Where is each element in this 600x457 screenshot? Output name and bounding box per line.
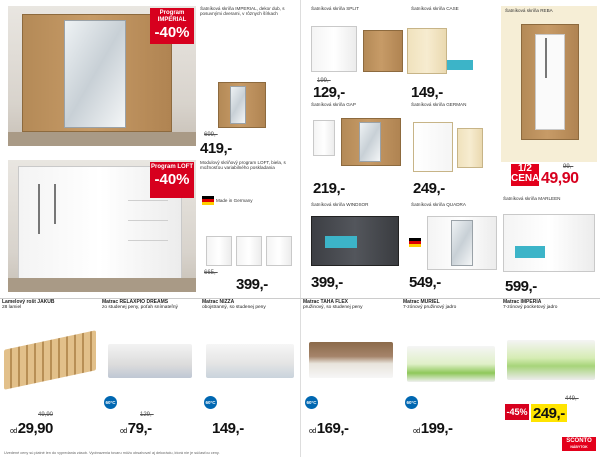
discount-label: -45% [506, 407, 528, 417]
loft-module-3 [266, 236, 292, 266]
loft-module-2 [236, 236, 262, 266]
quadra-name: Šatníková skriňa QUADRA [411, 202, 466, 207]
wash-temperature-badge: 60°C [405, 396, 418, 409]
case-price: 149,- [411, 84, 443, 101]
half-price-label: 1/2 CENA [511, 163, 540, 184]
marleen-price: 599,- [505, 278, 537, 295]
promo-label: Program LOFT [150, 164, 193, 170]
gap-name: Šatníková skriňa GAP [311, 102, 356, 107]
brand-name: SCONTO [566, 438, 592, 444]
loft-price: 399,- [236, 276, 268, 293]
marleen-name: Šatníková skriňa MARLEEN [503, 196, 561, 201]
imperial-promo-badge [150, 8, 194, 44]
variant-badge [325, 236, 357, 248]
mattress-sub: zo studenej peny, poťah snímateľný [102, 305, 178, 311]
germany-flag-icon [202, 196, 214, 205]
half-price-badge [511, 164, 539, 186]
windsor-price: 399,- [311, 274, 343, 291]
reba-strike: 99,- [563, 164, 574, 170]
case-wardrobe-image [407, 28, 447, 74]
windsor-name: Šatníková skriňa WINDSOR [311, 202, 369, 207]
mattress-sub: obojstranný, so studenej peny [202, 305, 266, 311]
quadra-price: 549,- [409, 274, 441, 291]
mattress-price: od79,- [120, 420, 152, 437]
german-pine-image [457, 128, 483, 168]
mattress-strike: 129,- [140, 412, 154, 418]
mattress-title: Matrac MURIEL [403, 299, 440, 305]
german-price: 249,- [413, 180, 445, 197]
mattress-sub: 7-zónový pružinový jadro [403, 305, 457, 311]
mattress-discount-badge [505, 404, 529, 420]
sconto-logo [562, 437, 596, 451]
mattress-cell-1 [0, 300, 100, 440]
mattress-cell-5 [401, 300, 501, 440]
germany-flag-icon [409, 238, 421, 247]
mattress-cell-3 [200, 300, 300, 440]
left-footer: Uvedené ceny sú platné len do vypredania zásob. Vyobrazenia tovaru môžu obsahovať aj dekoráciu, ktorá nie je súčasťou ceny. [4, 450, 220, 455]
wash-temperature-badge: 60°C [104, 396, 117, 409]
split-strike: 199,- [317, 78, 331, 84]
wash-temperature-badge: 60°C [305, 396, 318, 409]
section-divider [0, 298, 600, 299]
reba-name: Šatníková skriňa REBA [505, 8, 553, 13]
promo-label: Program IMPERIAL [157, 10, 187, 23]
mattress-title: Matrac TAHA FLEX [303, 299, 349, 305]
german-wardrobe-image [413, 122, 453, 172]
mattress-price: od169,- [309, 420, 349, 437]
gap-price: 219,- [313, 180, 345, 197]
mattress-image [309, 342, 393, 378]
reba-price: 49,90 [541, 170, 579, 187]
gap-narrow-image [313, 120, 335, 156]
variant-badge [515, 246, 545, 258]
reba-photo [501, 6, 597, 162]
mattress-price: 249,- [533, 405, 565, 422]
mattress-image [507, 340, 595, 380]
mattress-image [108, 344, 192, 378]
quadra-mirror [451, 220, 473, 266]
mattress-title: Matrac NIZZA [202, 299, 235, 305]
brand-sub: NÁBYTOK [570, 445, 588, 449]
discount-label: -40% [154, 24, 190, 41]
imperial-description [200, 6, 292, 17]
loft-description [200, 160, 292, 171]
split-price: 129,- [313, 84, 345, 101]
mattress-cell-4 [301, 300, 401, 440]
mattress-sub: pružinový, so studenej peny [303, 305, 363, 311]
loft-text: Modulový skriňový program LOFT, biela, s možnosťou variabilného poskladania [200, 160, 286, 171]
mattress-strike: 49,90 [38, 412, 54, 418]
loft-module-1 [206, 236, 232, 266]
made-in-label: Made in Germany [216, 198, 253, 203]
mattress-cell-2 [100, 300, 200, 440]
imperial-price: 419,- [200, 140, 232, 157]
loft-strike-price: 665,- [204, 270, 218, 276]
mattress-strike: 449,- [565, 396, 579, 402]
mirror-door [64, 20, 126, 128]
gap-mirror [359, 122, 381, 162]
german-name: Šatníková skriňa GERMAN [411, 102, 467, 107]
split-wardrobe-image [311, 26, 357, 72]
slatted-base-image [4, 330, 96, 390]
wash-temperature-badge: 60°C [204, 396, 217, 409]
imperial-text: Šatníková skriňa IMPERIAL, dekor dub, s posuvnými dverami, v rôznych šírkach [200, 6, 285, 17]
marleen-wardrobe-image [503, 214, 595, 272]
reba-interior [535, 34, 565, 130]
mattress-image [206, 344, 294, 378]
split-name: Šatníková skriňa SPLIT [311, 6, 360, 11]
mattress-price: 149,- [212, 420, 244, 437]
variant-badge [447, 60, 473, 70]
mattress-cell-6 [501, 300, 600, 440]
mattress-title: Matrac IMPERIA [503, 299, 542, 305]
mattress-title: Lamelový rošt JAKUB [2, 299, 55, 305]
loft-promo-badge [150, 162, 194, 198]
mattress-price: od29,90 [10, 420, 53, 437]
split-oak-image [363, 30, 403, 72]
imperial-variant-mirror [230, 86, 246, 124]
imperial-strike-price: 699,- [204, 132, 218, 138]
mattress-image [407, 346, 495, 382]
right-page [300, 0, 600, 457]
case-name: Šatníková skriňa CASE [411, 6, 459, 11]
mattress-price: od199,- [413, 420, 453, 437]
mattress-title: Matrac RELAXPIO DREAMS [102, 299, 169, 305]
mattress-sub: 28 lamiel [2, 305, 22, 311]
discount-label: -40% [154, 171, 190, 188]
mattress-sub: 7-zónový pocketový jadro [503, 305, 558, 311]
